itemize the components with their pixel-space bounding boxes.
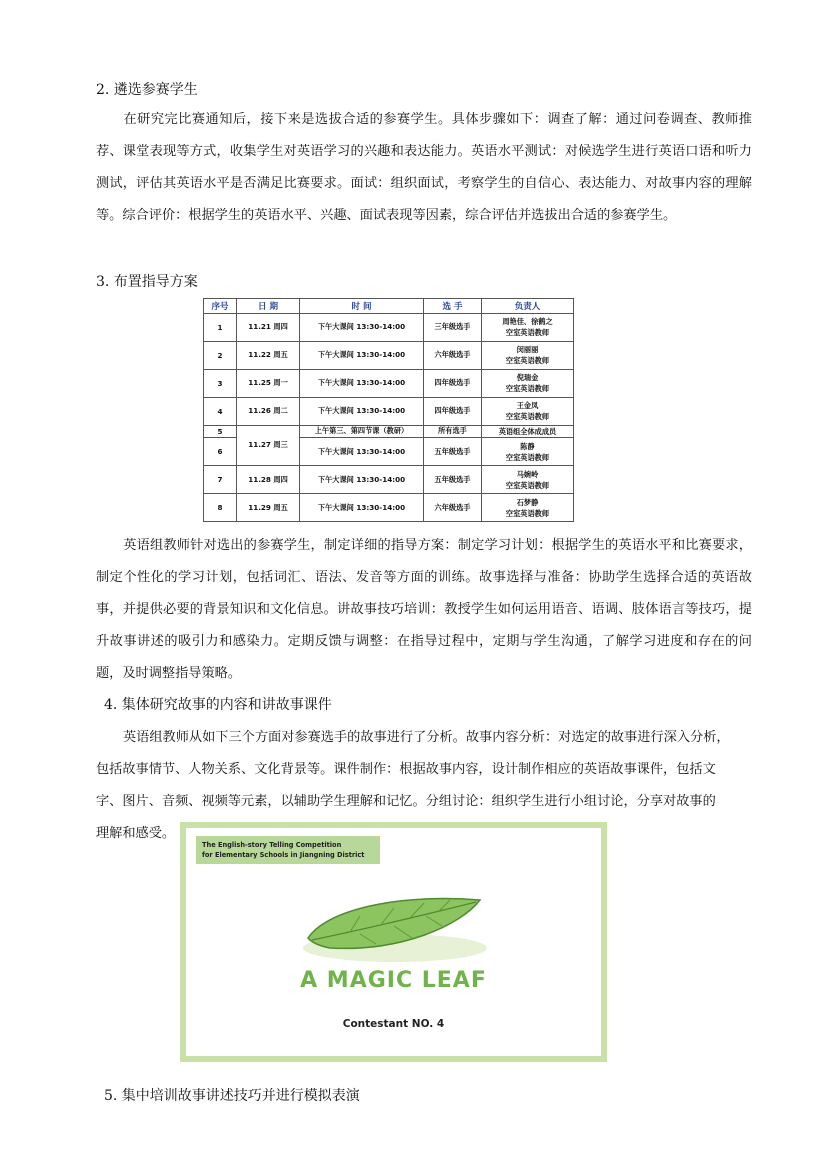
cell-date: 11.29 周五	[237, 494, 300, 522]
cell-no: 4	[204, 397, 237, 425]
slide-banner	[196, 836, 380, 864]
section-4-line: 字、图片、音频、视频等元素，以辅助学生理解和记忆。分组讨论：组织学生进行小组讨论，分享对故事的	[96, 794, 716, 809]
section-2-text: 在研究完比赛通知后，接下来是选拔合适的参赛学生。具体步骤如下：调查了解：通过问卷调查、教师推荐、课堂表现等方式，收集学生对英语学习的兴趣和表达能力。英语水平测试：对候选学生进行英语口语和听力测试，评估其英语水平是否满足比赛要求。面试：组织面试，考察学生的自信心、表达能力、对故事内容的理解等。综合评价：根据学生的英语水平、兴趣、面试表现等因素，综合评估并选拔出合适的参赛学生。	[96, 112, 752, 223]
table-row	[204, 397, 574, 425]
cell-time: 下午大课间 13:30-14:00	[300, 438, 424, 466]
responsible-role: 空室英语教师	[505, 452, 550, 462]
cell-player: 所有选手	[424, 425, 482, 437]
section-4-line: 理解和感受。	[96, 826, 176, 841]
table-row	[204, 494, 574, 522]
cell-no: 6	[204, 438, 237, 466]
cell-no: 3	[204, 369, 237, 397]
table-row	[204, 466, 574, 494]
section-4-line: 包括故事情节、人物关系、文化背景等。课件制作：根据故事内容，设计制作相应的英语故事课件，包括文	[96, 762, 716, 777]
responsible-role: 空室英语教师	[505, 480, 550, 490]
cell-time: 下午大课间 13:30-14:00	[300, 397, 424, 425]
table-row	[204, 425, 574, 437]
cell-responsible	[482, 466, 574, 494]
cell-date: 11.28 周四	[237, 466, 300, 494]
responsible-role: 空室英语教师	[505, 384, 550, 394]
cell-time: 下午大课间 13:30-14:00	[300, 369, 424, 397]
cell-no: 7	[204, 466, 237, 494]
section-4-line: 英语组教师从如下三个方面对参赛选手的故事进行了分析。故事内容分析：对选定的故事进行深入分析，	[123, 730, 730, 745]
responsible-role: 空室英语教师	[505, 328, 550, 338]
header-no: 序号	[204, 299, 237, 314]
schedule-table	[203, 298, 573, 522]
table-header-row	[204, 299, 574, 314]
cell-time: 下午大课间 13:30-14:00	[300, 466, 424, 494]
slide-title: A MAGIC LEAF	[300, 968, 487, 993]
cell-responsible	[482, 425, 574, 437]
section-3-heading: 3. 布置指导方案	[96, 274, 198, 290]
cell-date: 11.22 周五	[237, 341, 300, 369]
cell-player: 四年级选手	[424, 369, 482, 397]
section-5-heading: 5. 集中培训故事讲述技巧并进行模拟表演	[104, 1088, 360, 1104]
cell-time: 下午大课间 13:30-14:00	[300, 494, 424, 522]
responsible-name: 陈静	[520, 441, 535, 451]
cell-no: 2	[204, 341, 237, 369]
cell-time: 下午大课间 13:30-14:00	[300, 341, 424, 369]
responsible-role: 空室英语教师	[505, 412, 550, 422]
cell-date: 11.27 周三	[237, 425, 300, 465]
cell-player: 五年级选手	[424, 466, 482, 494]
slide-contestant: Contestant NO. 4	[342, 1018, 445, 1030]
responsible-name: 倪瑞金	[516, 373, 539, 383]
cell-no: 8	[204, 494, 237, 522]
leaf-icon	[290, 886, 500, 966]
table-row	[204, 369, 574, 397]
slide-banner-line: The English-story Telling Competition	[202, 841, 342, 849]
cell-responsible	[482, 438, 574, 466]
cell-responsible	[482, 341, 574, 369]
cell-player: 五年级选手	[424, 438, 482, 466]
section-3-text: 英语组教师针对选出的参赛学生，制定详细的指导方案：制定学习计划：根据学生的英语水平和比赛要求，制定个性化的学习计划，包括词汇、语法、发音等方面的训练。故事选择与准备：协助学生选择合适的英语故事，并提供必要的背景知识和文化信息。讲故事技巧培训：教授学生如何运用语音、语调、肢体语言等技巧，提升故事讲述的吸引力和感染力。定期反馈与调整：在指导过程中，定期与学生沟通，了解学习进度和存在的问题，及时调整指导策略。	[96, 538, 752, 681]
cell-player: 四年级选手	[424, 397, 482, 425]
responsible-name: 闵丽丽	[516, 345, 539, 355]
cell-responsible	[482, 369, 574, 397]
table-row	[204, 341, 574, 369]
cell-date: 11.21 周四	[237, 314, 300, 342]
cell-player: 六年级选手	[424, 494, 482, 522]
slide-banner-line: for Elementary Schools in Jiangning District	[202, 851, 365, 859]
responsible-name: 王金凤	[516, 401, 539, 411]
story-slide-image	[180, 822, 607, 1062]
cell-time: 下午大课间 13:30-14:00	[300, 314, 424, 342]
cell-date: 11.26 周二	[237, 397, 300, 425]
cell-time: 上午第三、第四节课（教研）	[300, 425, 424, 437]
header-time: 时 间	[300, 299, 424, 314]
section-2-heading: 2. 遴选参赛学生	[96, 82, 198, 98]
section-2-paragraph	[96, 104, 752, 232]
responsible-name: 石梦静	[516, 497, 539, 507]
cell-date: 11.25 周一	[237, 369, 300, 397]
responsible-role: 空室英语教师	[505, 508, 550, 518]
cell-responsible	[482, 397, 574, 425]
table-row	[204, 314, 574, 342]
section-4-heading: 4. 集体研究故事的内容和讲故事课件	[104, 697, 332, 713]
cell-player: 三年级选手	[424, 314, 482, 342]
responsible-name: 英语组全体成成员	[498, 426, 557, 436]
cell-no: 5	[204, 425, 237, 437]
header-player: 选 手	[424, 299, 482, 314]
cell-responsible	[482, 314, 574, 342]
cell-player: 六年级选手	[424, 341, 482, 369]
header-date: 日 期	[237, 299, 300, 314]
cell-no: 1	[204, 314, 237, 342]
responsible-role: 空室英语教师	[505, 356, 550, 366]
cell-responsible	[482, 494, 574, 522]
section-3-paragraph	[96, 530, 752, 690]
responsible-name: 马婉岭	[516, 469, 539, 479]
header-responsible: 负责人	[482, 299, 574, 314]
responsible-name: 周艳佳、徐鹤之	[502, 317, 553, 327]
